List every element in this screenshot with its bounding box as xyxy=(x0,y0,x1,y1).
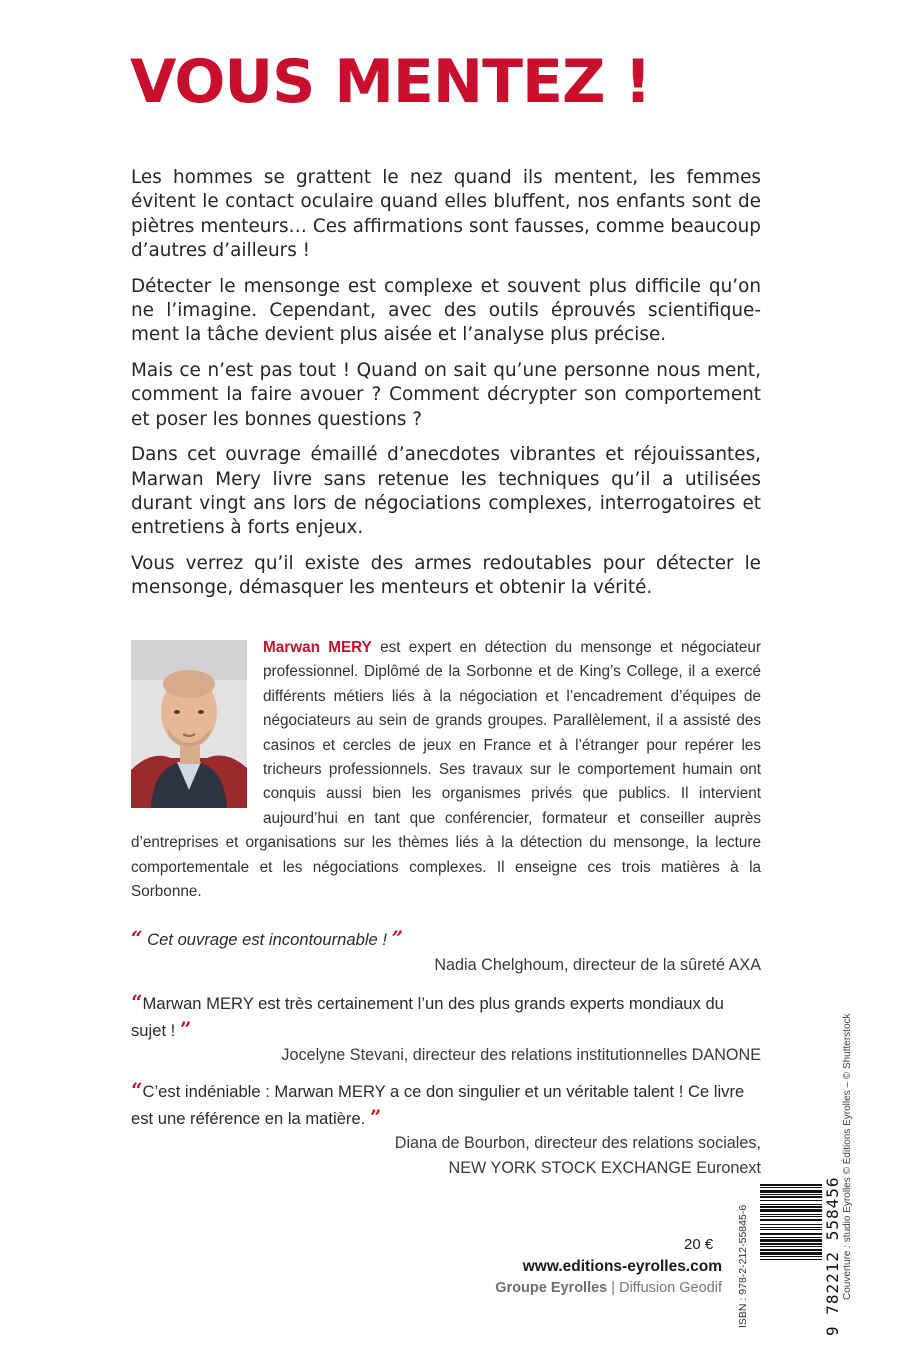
publisher-line xyxy=(480,1280,722,1296)
price-label: 20 € xyxy=(684,1236,714,1253)
publisher-separator: | xyxy=(611,1280,616,1296)
publisher-group: Groupe Eyrolles xyxy=(495,1280,608,1296)
author-photo-icon xyxy=(131,640,247,808)
close-quote-mark: ” xyxy=(369,1104,382,1129)
blurb-paragraph: Détecter le mensonge est complexe et souvent plus difficile qu’on ne l’imagine. Cependant, avec des outils éprouvés scientifique-ment la tâche devient plus aisée et l’analyse plus précise. xyxy=(131,275,761,346)
quote-body: Cet ouvrage est incontournable ! xyxy=(147,930,387,949)
close-quote-mark: ” xyxy=(179,1016,192,1041)
quote-body: C’est indéniable : Marwan MERY a ce don singulier et un véritable talent ! Ce livre est une référence en la matière. xyxy=(131,1082,745,1128)
barcode-number: 9 782212 558456 xyxy=(823,1176,842,1336)
book-title: VOUS MENTEZ ! xyxy=(130,47,651,117)
back-cover-blurb xyxy=(131,166,761,612)
blurb-paragraph: Les hommes se grattent le nez quand ils mentent, les femmes évitent le contact oculaire quand elles bluffent, nos enfants sont de piètres menteurs… Ces affirmations sont fausses, comme beaucoup d’autres d’ailleurs ! xyxy=(131,167,761,261)
testimonial-attribution: Nadia Chelghoum, directeur de la sûreté AXA xyxy=(434,955,761,974)
testimonial-attribution: Jocelyne Stevani, directeur des relations institutionnelles DANONE xyxy=(281,1046,761,1064)
blurb-paragraph: Mais ce n’est pas tout ! Quand on sait qu’une personne nous ment, comment la faire avouer ? Comment décrypter son comportement et poser les bonnes questions ? xyxy=(131,360,761,430)
cover-credits: Couverture : studio Eyrolles © Éditions Eyrolles – © Shutterstock xyxy=(842,1013,853,1300)
blurb-paragraph: Vous verrez qu’il existe des armes redoutables pour détecter le mensonge, démasquer les menteurs et obtenir la vérité. xyxy=(131,553,761,599)
quote-body: Marwan MERY est très certainement l’un des plus grands experts mondiaux du sujet ! xyxy=(131,994,724,1040)
author-portrait xyxy=(131,640,247,808)
author-bio-text: est expert en détection du mensonge et négociateur professionnel. Diplômé de la Sorbonne et de King’s College, il a exercé différents métiers liés à la négociation et l’encadrement d’équipes de négociateurs au sein de grands groupes. Parallèlement, il a assisté des casinos et cercles de jeux en France et à l’étranger pour repérer les tricheurs professionnels. Ses travaux sur le comportement humain ont conquis aussi bien les organismes privés que publics. Il intervient aujourd’hui en tant que conférencier, formateur et conseiller auprès d’entreprises et organisations sur les thèmes liés à la détection du mensonge, la lecture comportementale et les négociations complexes. Il enseigne ces trois matières à la Sorbonne. xyxy=(131,639,761,901)
close-quote-mark: ” xyxy=(391,926,404,950)
open-quote-mark: “ xyxy=(131,990,143,1014)
blurb-paragraph: Dans cet ouvrage émaillé d’anecdotes vibrantes et réjouissantes, Marwan Mery livre sans retenue les techniques qu’il a utilisées durant vingt ans lors de négociations complexes, interrogatoires et entretiens à forts enjeux. xyxy=(131,444,761,539)
testimonial-text xyxy=(131,926,761,953)
testimonial-attribution: Diana de Bourbon, directeur des relations sociales, xyxy=(394,1134,761,1152)
author-name: Marwan MERY xyxy=(263,639,372,656)
publisher-diffusion: Diffusion Geodif xyxy=(619,1280,722,1296)
testimonial xyxy=(131,926,761,977)
testimonial xyxy=(131,990,761,1068)
testimonial-attribution: NEW YORK STOCK EXCHANGE Euronext xyxy=(448,1158,761,1177)
isbn-label: ISBN : 978-2-212-55845-6 xyxy=(737,1204,749,1328)
testimonial-text xyxy=(131,990,761,1043)
author-bio xyxy=(131,636,761,904)
barcode-icon xyxy=(760,1182,822,1334)
open-quote-mark: “ xyxy=(131,1078,143,1102)
publisher-website: www.editions-eyrolles.com xyxy=(522,1258,722,1275)
open-quote-mark: “ xyxy=(131,926,143,950)
testimonial xyxy=(131,1078,761,1180)
testimonial-text xyxy=(131,1078,761,1131)
